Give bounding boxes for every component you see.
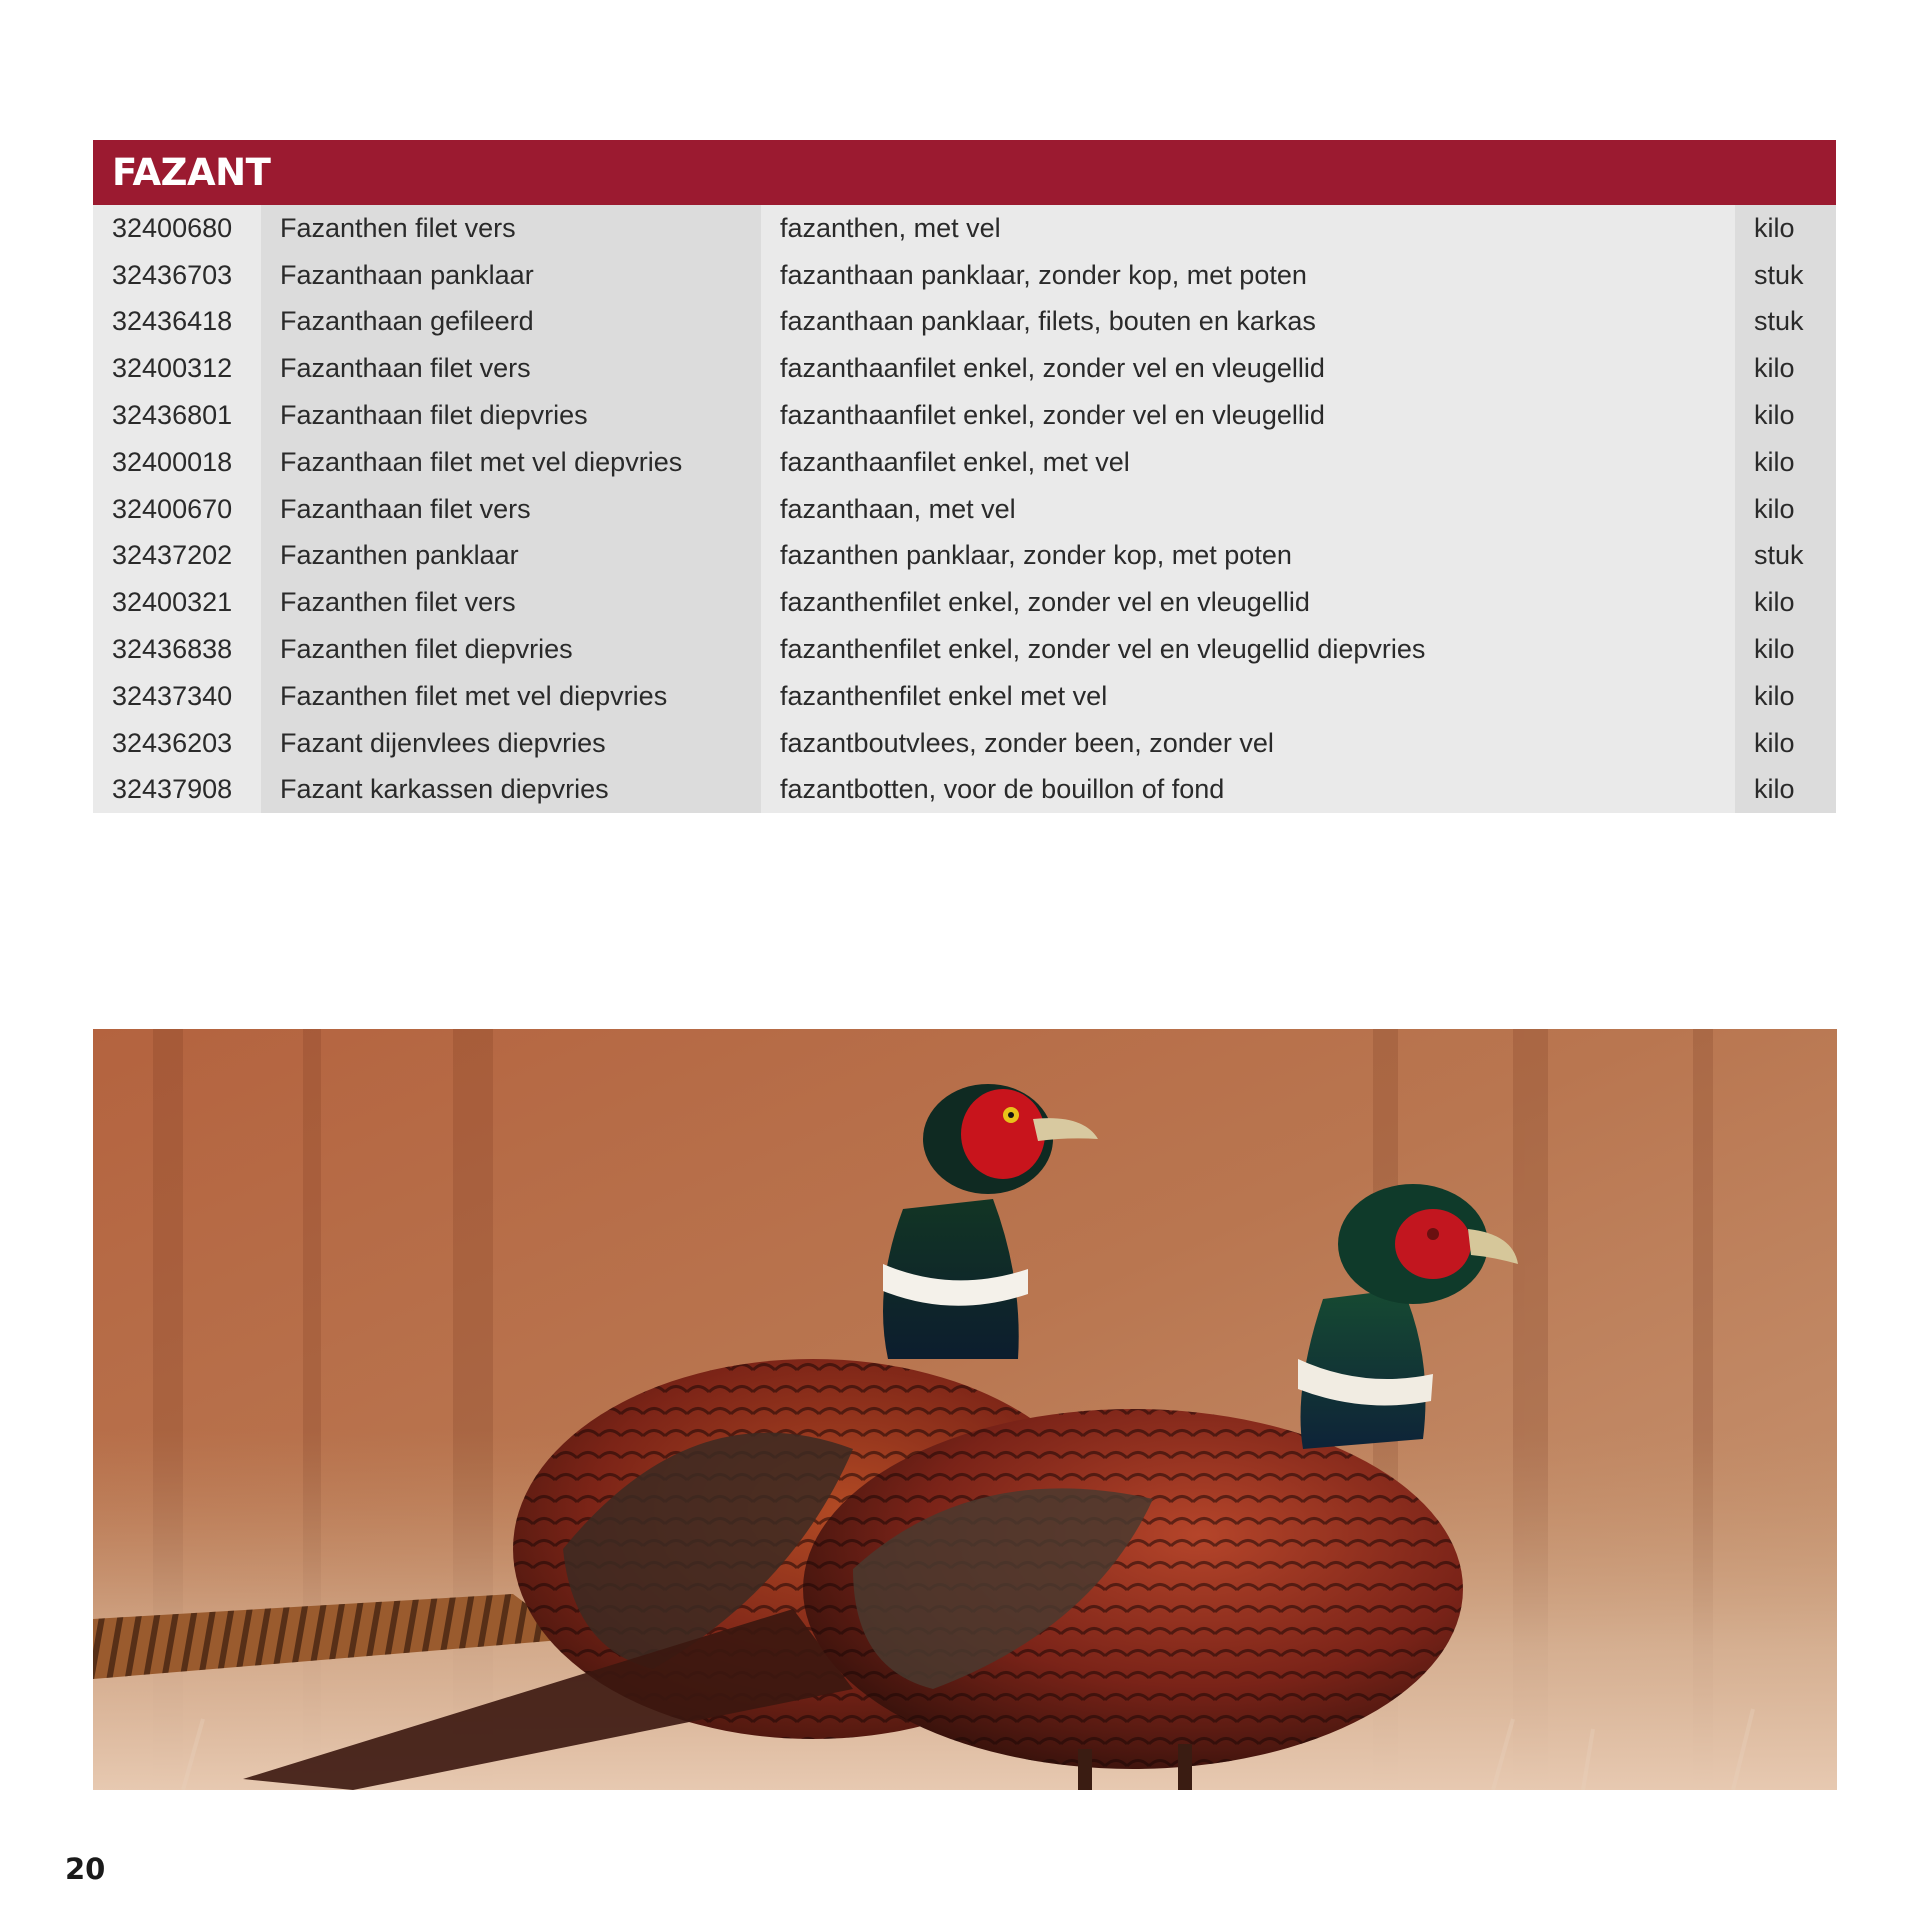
product-unit: stuk: [1735, 533, 1836, 580]
table-row: [93, 439, 1836, 486]
product-unit: stuk: [1735, 299, 1836, 346]
table-row: [93, 299, 1836, 346]
product-description: fazanthen, met vel: [761, 205, 1735, 252]
product-description: fazantbotten, voor de bouillon of fond: [761, 767, 1735, 814]
product-description: fazanthenfilet enkel, zonder vel en vleugellid diepvries: [761, 626, 1735, 673]
table-row: [93, 345, 1836, 392]
pheasants-photo: [93, 1029, 1837, 1790]
product-name: Fazanthen panklaar: [261, 533, 761, 580]
product-description: fazanthaan panklaar, zonder kop, met poten: [761, 252, 1735, 299]
product-code: 32437908: [93, 767, 261, 814]
product-unit: kilo: [1735, 486, 1836, 533]
product-unit: kilo: [1735, 720, 1836, 767]
table-row: [93, 767, 1836, 814]
table-row: [93, 579, 1836, 626]
product-name: Fazant dijenvlees diepvries: [261, 720, 761, 767]
product-code: 32436703: [93, 252, 261, 299]
product-unit: kilo: [1735, 579, 1836, 626]
product-description: fazanthaan, met vel: [761, 486, 1735, 533]
product-code: 32400670: [93, 486, 261, 533]
product-description: fazanthaanfilet enkel, zonder vel en vleugellid: [761, 345, 1735, 392]
product-description: fazanthenfilet enkel, zonder vel en vleugellid: [761, 579, 1735, 626]
product-table: [93, 205, 1836, 813]
product-unit: kilo: [1735, 673, 1836, 720]
product-unit: kilo: [1735, 205, 1836, 252]
product-description: fazantboutvlees, zonder been, zonder vel: [761, 720, 1735, 767]
product-name: Fazanthaan filet vers: [261, 345, 761, 392]
product-description: fazanthen panklaar, zonder kop, met poten: [761, 533, 1735, 580]
table-row: [93, 486, 1836, 533]
product-code: 32437202: [93, 533, 261, 580]
table-row: [93, 252, 1836, 299]
product-name: Fazanthaan filet diepvries: [261, 392, 761, 439]
product-description: fazanthenfilet enkel met vel: [761, 673, 1735, 720]
product-name: Fazant karkassen diepvries: [261, 767, 761, 814]
product-unit: kilo: [1735, 439, 1836, 486]
product-code: 32436418: [93, 299, 261, 346]
table-row: [93, 673, 1836, 720]
product-name: Fazanthaan filet vers: [261, 486, 761, 533]
product-name: Fazanthen filet diepvries: [261, 626, 761, 673]
page-number: 20: [65, 1852, 106, 1886]
product-unit: stuk: [1735, 252, 1836, 299]
section-header: [93, 140, 1836, 205]
product-unit: kilo: [1735, 345, 1836, 392]
product-unit: kilo: [1735, 767, 1836, 814]
product-code: 32436203: [93, 720, 261, 767]
product-section: [93, 140, 1836, 813]
section-title: FAZANT: [112, 151, 271, 194]
product-code: 32437340: [93, 673, 261, 720]
product-name: Fazanthaan panklaar: [261, 252, 761, 299]
table-row: [93, 392, 1836, 439]
product-code: 32400018: [93, 439, 261, 486]
product-description: fazanthaan panklaar, filets, bouten en karkas: [761, 299, 1735, 346]
product-code: 32436801: [93, 392, 261, 439]
product-name: Fazanthen filet vers: [261, 205, 761, 252]
product-code: 32436838: [93, 626, 261, 673]
product-name: Fazanthaan gefileerd: [261, 299, 761, 346]
product-code: 32400680: [93, 205, 261, 252]
table-row: [93, 720, 1836, 767]
product-name: Fazanthaan filet met vel diepvries: [261, 439, 761, 486]
product-code: 32400312: [93, 345, 261, 392]
product-description: fazanthaanfilet enkel, zonder vel en vleugellid: [761, 392, 1735, 439]
table-row: [93, 205, 1836, 252]
product-description: fazanthaanfilet enkel, met vel: [761, 439, 1735, 486]
product-code: 32400321: [93, 579, 261, 626]
product-unit: kilo: [1735, 626, 1836, 673]
product-name: Fazanthen filet met vel diepvries: [261, 673, 761, 720]
product-name: Fazanthen filet vers: [261, 579, 761, 626]
table-row: [93, 533, 1836, 580]
product-unit: kilo: [1735, 392, 1836, 439]
table-row: [93, 626, 1836, 673]
